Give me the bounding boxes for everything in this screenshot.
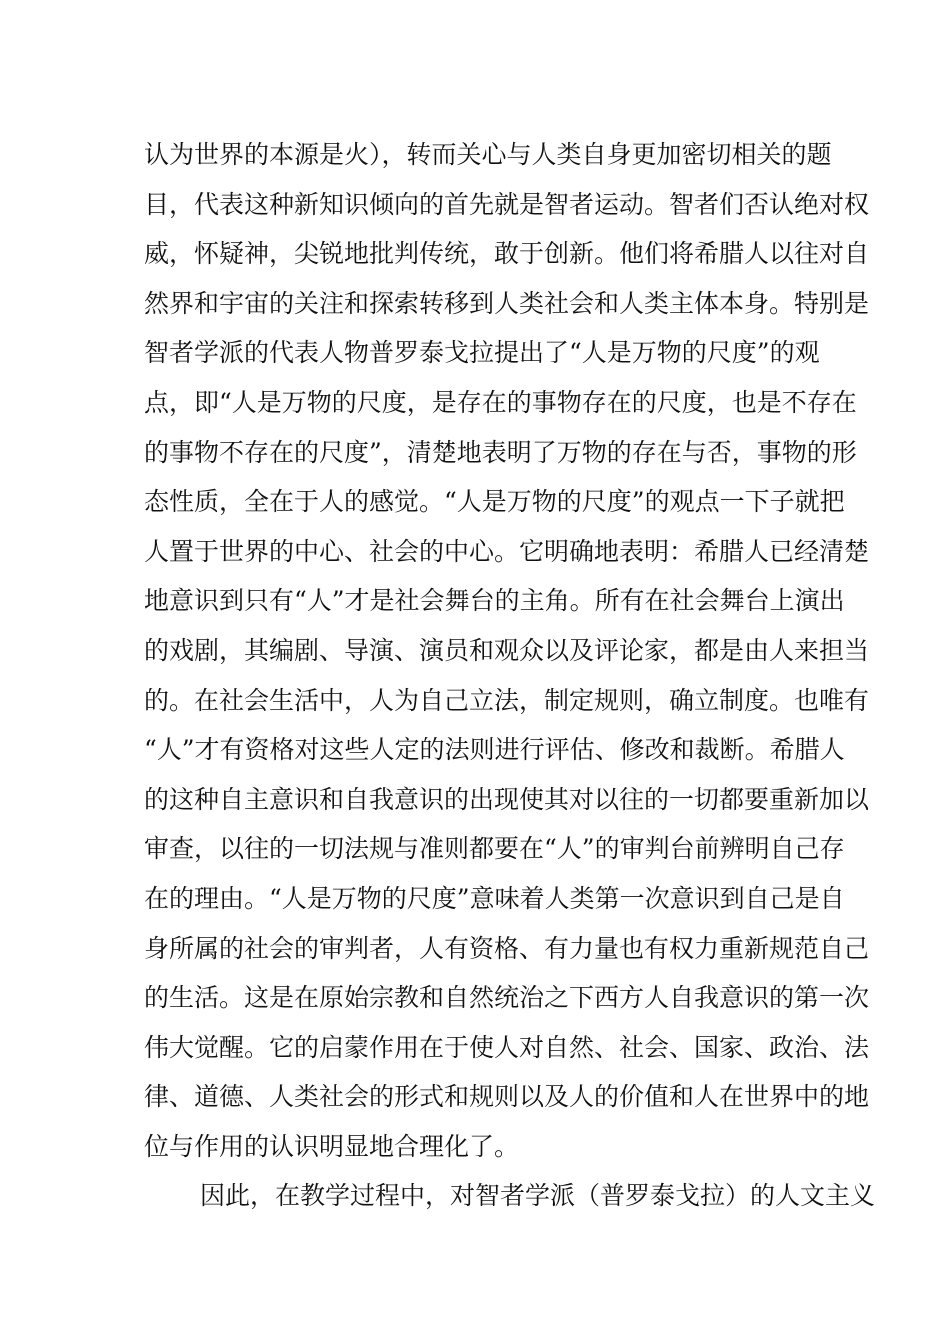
paragraph-first-line: 因此，在教学过程中，对智者学派（普罗泰戈拉）的人文主义 [200,1181,876,1211]
text-line: 身所属的社会的审判者，人有资格、有力量也有权力重新规范自己 [144,933,870,963]
text-line: 律、道德、人类社会的形式和规则以及人的价值和人在世界中的地 [144,1082,870,1112]
text-line: 人置于世界的中心、社会的中心。它明确地表明：希腊人已经清楚 [144,536,870,566]
text-line: 点，即“人是万物的尺度，是存在的事物存在的尺度，也是不存在 [144,387,857,417]
text-line: 在的理由。“人是万物的尺度”意味着人类第一次意识到自己是自 [144,883,845,913]
text-line: 威，怀疑神，尖锐地批判传统，敢于创新。他们将希腊人以往对自 [144,239,870,269]
text-line: 然界和宇宙的关注和探索转移到人类社会和人类主体本身。特别是 [144,288,870,318]
text-line: 的事物不存在的尺度”，清楚地表明了万物的存在与否，事物的形 [144,437,857,467]
body-text [144,130,876,1221]
text-line: 目，代表这种新知识倾向的首先就是智者运动。智者们否认绝对权 [144,189,870,219]
text-line: 的。在社会生活中，人为自己立法，制定规则，确立制度。也唯有 [144,685,870,715]
text-line: 地意识到只有“人”才是社会舞台的主角。所有在社会舞台上演出 [144,586,845,616]
text-line: 态性质，全在于人的感觉。“人是万物的尺度”的观点一下子就把 [144,487,845,517]
text-line: 的戏剧，其编剧、导演、演员和观众以及评论家，都是由人来担当 [144,635,870,665]
text-line: 伟大觉醒。它的启蒙作用在于使人对自然、社会、国家、政治、法 [144,1032,870,1062]
text-line: 审查，以往的一切法规与准则都要在“人”的审判台前辨明自己存 [144,834,845,864]
text-line: 的生活。这是在原始宗教和自然统治之下西方人自我意识的第一次 [144,983,870,1013]
text-line: “人”才有资格对这些人定的法则进行评估、修改和裁断。希腊人 [144,735,845,765]
text-line: 智者学派的代表人物普罗泰戈拉提出了“人是万物的尺度”的观 [144,338,820,368]
text-line: 认为世界的本源是火），转而关心与人类自身更加密切相关的题 [144,140,832,169]
text-line: 位与作用的认识明显地合理化了。 [144,1131,520,1161]
text-line: 的这种自主意识和自我意识的出现使其对以往的一切都要重新加以 [144,784,870,814]
